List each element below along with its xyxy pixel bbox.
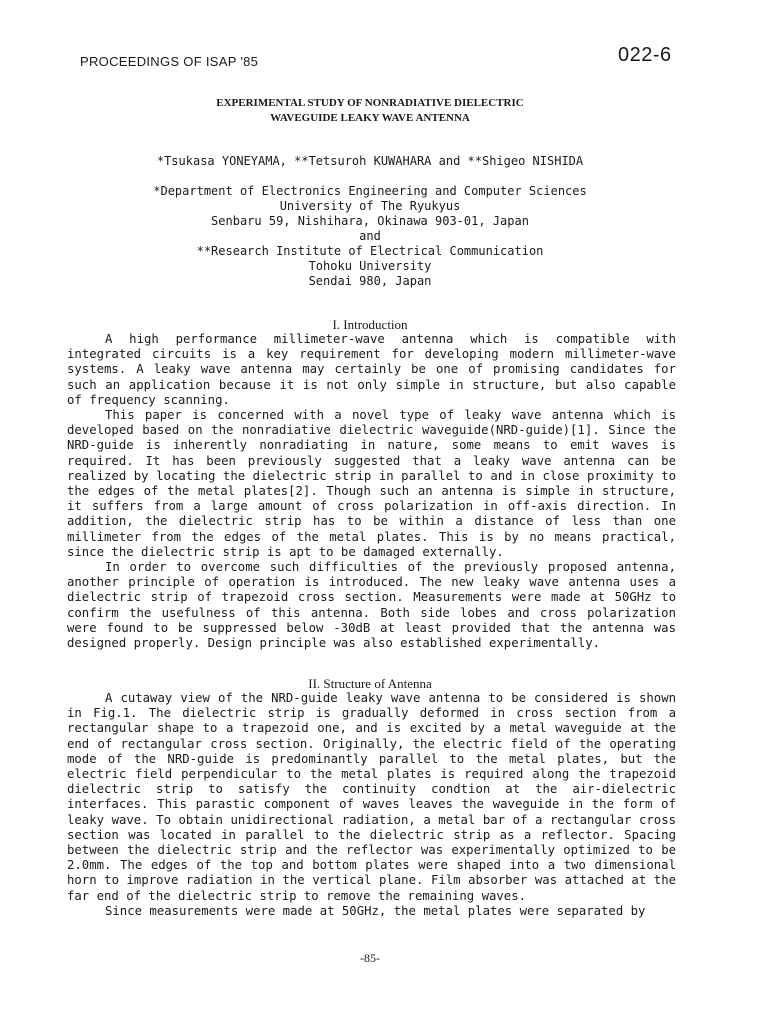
paragraph: In order to overcome such difficulties of the previously proposed antenna, another principle of operation is introduced. The new leaky wave antenna uses a dielectric strip of trapezoid cross section. Measurements were made at 50GHz to confirm the usefulness of this antenna. Both side lobes and cross polarization were found to be suppressed below -30dB at least provided that the antenna was designed properly. Design principle was also established experimentally. bbox=[67, 560, 676, 651]
section-heading-structure: II. Structure of Antenna bbox=[308, 676, 432, 691]
paragraph: A cutaway view of the NRD-guide leaky wave antenna to be considered is shown in Fig.1. The dielectric strip is gradually deformed in cross section from a rectangular shape to a trapezoid one, and is excited by a metal waveguide at the end of rectangular cross section. Originally, the electric field of the operating mode of the NRD-guide is predominantly parallel to the metal plates, but the electric field perpendicular to the metal plates is required along the trapezoid dielectric strip to satisfy the continuity condtion at the air-dielectric interfaces. This parastic component of waves leaves the waveguide in the form of leaky wave. To obtain unidirectional radiation, a metal bar of a rectangular cross section was located in parallel to the dielectric strip as a reflector. Spacing between the dielectric strip and the reflector was experimentally optimized to be 2.0mm. The edges of the top and bottom plates were shaped into a two dimensional horn to improve radiation in the vertical plane. Film absorber was attached at the far end of the dielectric strip to remove the remaining waves. bbox=[67, 691, 676, 903]
paragraph: Since measurements were made at 50GHz, the metal plates were separated by bbox=[105, 903, 646, 918]
introduction-body bbox=[67, 332, 676, 651]
affiliation-line-4: and bbox=[359, 229, 381, 243]
authors: *Tsukasa YONEYAMA, **Tetsuroh KUWAHARA and **Shigeo NISHIDA bbox=[156, 154, 584, 168]
paper-title-line-2: WAVEGUIDE LEAKY WAVE ANTENNA bbox=[270, 112, 470, 124]
affiliation-line-1: *Department of Electronics Engineering and Computer Sciences bbox=[153, 184, 587, 198]
page-number: -85- bbox=[360, 951, 380, 965]
proceedings-header: PROCEEDINGS OF ISAP '85 bbox=[80, 54, 259, 69]
paragraph: This paper is concerned with a novel type of leaky wave antenna which is developed based on the nonradiative dielectric waveguide(NRD-guide)[1]. Since the NRD-guide is inherently nonradiating in nature, some means to emit waves is required. It has been previously suggested that a leaky wave antenna can be realized by locating the dielectric strip in parallel to and in close proximity to the edges of the metal plates[2]. Though such an antenna is simple in structure, it suffers from a large amount of cross polarization in off-axis direction. In addition, the dielectric strip has to be within a distance of less than one millimeter from the edges of the metal plates. This is by no means practical, since the dielectric strip is apt to be damaged externally. bbox=[67, 408, 676, 559]
affiliation-line-6: Tohoku University bbox=[308, 259, 432, 273]
affiliation-line-5: **Research Institute of Electrical Communication bbox=[196, 244, 544, 258]
structure-body bbox=[67, 691, 676, 919]
document-number: 022-6 bbox=[618, 44, 672, 66]
affiliation-line-3: Senbaru 59, Nishihara, Okinawa 903-01, Japan bbox=[211, 214, 529, 228]
section-heading-introduction: I. Introduction bbox=[332, 317, 408, 332]
affiliation-line-7: Sendai 980, Japan bbox=[308, 274, 432, 288]
paper-title-line-1: EXPERIMENTAL STUDY OF NONRADIATIVE DIELECTRIC bbox=[216, 97, 524, 109]
affiliation-line-2: University of The Ryukyus bbox=[279, 199, 461, 213]
paragraph: A high performance millimeter-wave antenna which is compatible with integrated circuits is a key requirement for developing modern millimeter-wave systems. A leaky wave antenna may certainly be one of promising candidates for such an application because it is not only simple in structure, but also capable of frequency scanning. bbox=[67, 332, 676, 407]
